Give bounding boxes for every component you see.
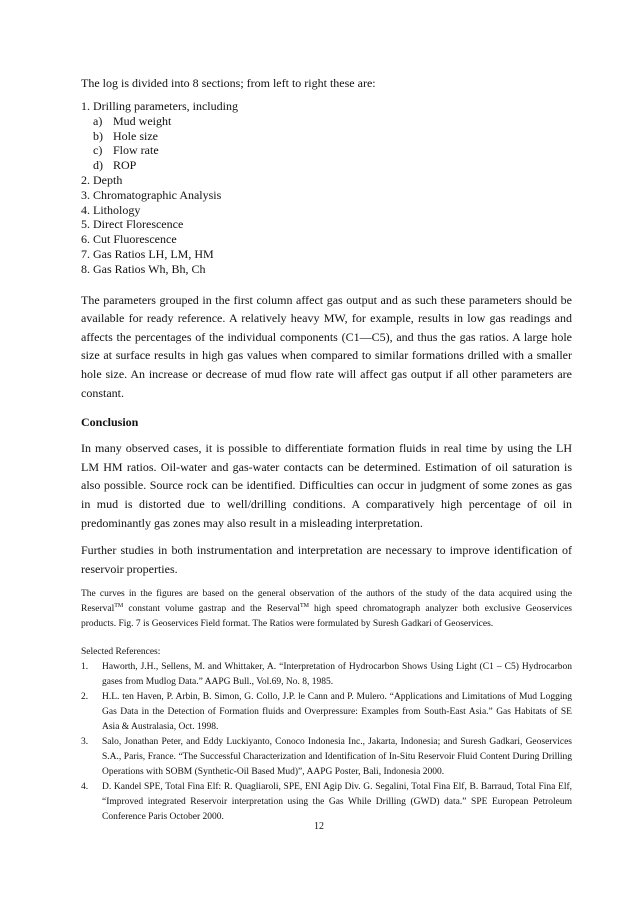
reference-text: Salo, Jonathan Peter, and Eddy Luckiyanto, Conoco Indonesia Inc., Jakarta, Indonesia; and Suresh Gadkari, Geoservices S.A., Paris, France. “The Successful Characterization and Identification of In-Situ Reservoir Fluid Content During Drilling Operations with SOBM (Synthetic-Oil Based Mud)”, AAPG Poster, Bali, Indonesia 2000.	[102, 737, 572, 778]
reference-item	[81, 690, 572, 735]
section-item: 6. Cut Fluorescence	[81, 232, 177, 247]
section-item: 8. Gas Ratios Wh, Bh, Ch	[81, 261, 206, 276]
sub-item	[81, 129, 572, 144]
section-item: 4. Lithology	[81, 202, 141, 217]
reference-number: 1.	[81, 662, 89, 673]
intro-line: The log is divided into 8 sections; from left to right these are:	[81, 76, 376, 90]
trademark-mark: TM	[299, 603, 309, 610]
reference-number: 3.	[81, 737, 89, 748]
reference-text: D. Kandel SPE, Total Fina Elf: R. Quagliaroli, SPE, ENI Agip Div. G. Segalini, Total Fina Elf, B. Barraud, Total Fina Elf, “Improved integrated Reservoir interpretation using the Gas While Drilling (GWD) data.” SPE European Petroleum Conference Paris October 2000.	[102, 782, 572, 823]
sub-item	[81, 143, 572, 158]
sub-item-letter: c)	[93, 143, 103, 158]
reference-text: H.L. ten Haven, P. Arbin, B. Simon, G. Collo, J.P. le Cann and P. Mulero. “Applications and Limitations of Mud Logging Gas Data in the Detection of Formation fluids and Overpressure: Examples from South-East Asia.” Gas Habitats of SE Asia & Australasia, Oct. 1998.	[102, 692, 572, 733]
sub-item	[81, 114, 572, 129]
reference-text: Haworth, J.H., Sellens, M. and Whittaker, A. “Interpretation of Hydrocarbon Shows Using Light (C1 – C5) Hydrocarbon gases from Mudlog Data.” AAPG Bull., Vol.69, No. 8, 1985.	[102, 662, 572, 688]
reference-item	[81, 735, 572, 780]
sub-item-letter: b)	[93, 128, 103, 143]
note-text: constant volume gastrap and the Reserval	[123, 604, 300, 615]
sub-item-text: ROP	[113, 158, 137, 173]
further-studies-paragraph: Further studies in both instrumentation and interpretation are necessary to improve identification of reservoir properties.	[81, 543, 572, 576]
section-item: 2. Depth	[81, 172, 123, 187]
conclusion-heading: Conclusion	[81, 415, 139, 430]
note-text: high speed chromatograph analyzer both exclusive Geoservices products. Fig. 7 is Geoservices Field format. The Ratios were formulated by Suresh Gadkari of Geoservices.	[81, 604, 572, 630]
sub-item	[81, 158, 572, 173]
note-text: The curves in the figures are based on the general observation of the authors of the study of the data acquired using the Reserval	[81, 589, 572, 615]
parameters-paragraph: The parameters grouped in the first column affect gas output and as such these parameters should be available for ready reference. A relatively heavy MW, for example, results in low gas readings and affects the percentages of the individual components (C1—C5), and thus the gas ratios. A large hole size at surface results in high gas values when compared to similar formations drilled with a smaller hole size. An increase or decrease of mud flow rate will affect gas output if all other parameters are constant.	[81, 292, 572, 400]
references-title: Selected References:	[81, 647, 161, 658]
sub-item-text: Flow rate	[113, 143, 159, 158]
section-item: 3. Chromatographic Analysis	[81, 187, 222, 202]
sections-list	[81, 99, 572, 277]
section-item: 5. Direct Florescence	[81, 217, 184, 232]
sub-item-text: Hole size	[113, 128, 158, 143]
reference-item	[81, 660, 572, 690]
sub-item-text: Mud weight	[113, 113, 172, 128]
sub-item-letter: d)	[93, 158, 103, 173]
reference-number: 2.	[81, 692, 89, 703]
sub-item-letter: a)	[93, 113, 103, 128]
section-item: 1. Drilling parameters, including	[81, 99, 238, 113]
page-number: 12	[314, 821, 324, 832]
conclusion-paragraph: In many observed cases, it is possible to differentiate formation fluids in real time by using the LH LM HM ratios. Oil-water and gas-water contacts can be determined. Estimation of oil saturation is also possible. Source rock can be identified. Difficulties can occur in judgment of some zones as gas in mud is distorted due to well/drilling conditions. A comparatively high percentage of oil in predominantly gas zones may also result in a misleading interpretation.	[81, 441, 572, 530]
figures-note	[81, 587, 572, 632]
references-list	[81, 660, 572, 825]
section-item: 7. Gas Ratios LH, LM, HM	[81, 246, 214, 261]
reference-item	[81, 780, 572, 825]
trademark-mark: TM	[114, 603, 124, 610]
document-page	[81, 76, 572, 825]
reference-number: 4.	[81, 782, 89, 793]
